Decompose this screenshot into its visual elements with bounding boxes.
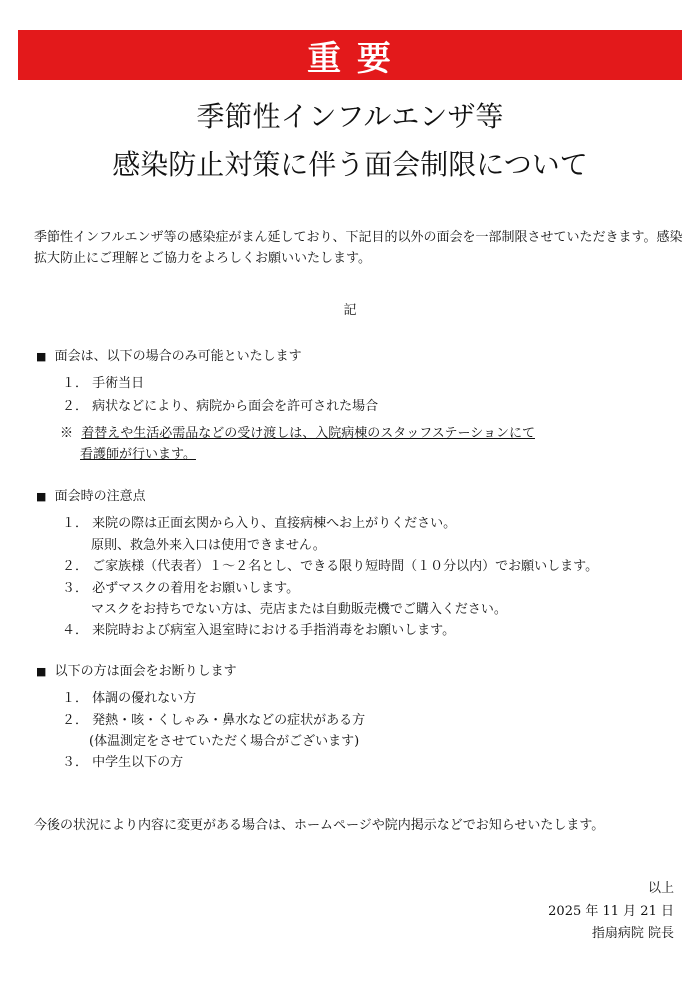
item-number: ４． — [62, 623, 89, 638]
square-bullet-icon: ■ — [36, 665, 47, 678]
item-number: ２． — [62, 713, 89, 728]
intro-paragraph: 季節性インフルエンザ等の感染症がまん延しており、下記目的以外の面会を一部制限させていただきます。感染拡大防止にご理解とご協力をよろしくお願いいたします。 — [34, 230, 683, 266]
item-number: ３． — [62, 755, 89, 770]
ki-heading: 記 — [343, 303, 357, 318]
note-line-1: 着替えや生活必需品などの受け渡しは、入院病棟のスタッフステーションにて — [81, 426, 535, 441]
item-text: 手術当日 — [92, 376, 145, 391]
item-text: 来院の際は正面玄関から入り、直接病棟へお上がりください。 — [92, 516, 457, 531]
date-text: 2025 年 11 月 21 日 — [548, 904, 674, 919]
item-text: 体調の優れない方 — [92, 691, 197, 706]
note-line-2: 看護師が行います。 — [80, 447, 196, 462]
section3-item — [62, 752, 183, 773]
note-mark: ※ — [60, 426, 74, 441]
item-text: 必ずマスクの着用をお願いします。 — [92, 581, 300, 596]
section3-heading-text: 以下の方は面会をお断りします — [54, 664, 237, 679]
item-number: １． — [62, 376, 89, 391]
closing-paragraph: 今後の状況により内容に変更がある場合は、ホームページや院内掲示などでお知らせいたします。 — [34, 818, 605, 833]
item-subtext: (体温測定をさせていただく場合がございます) — [89, 734, 360, 749]
signature-text: 指扇病院 院長 — [591, 926, 674, 941]
section2-heading — [36, 486, 146, 507]
item-number: ２． — [62, 399, 89, 414]
section1-item — [62, 373, 144, 394]
item-subtext: マスクをお持ちでない方は、売店または自動販売機でご購入ください。 — [91, 602, 507, 617]
section1-heading — [36, 346, 302, 367]
item-number: ２． — [62, 559, 89, 574]
section1-note — [60, 423, 535, 444]
section3-item — [62, 710, 365, 731]
item-text: ご家族様（代表者）１～２名とし、できる限り短時間（１０分以内）でお願いします。 — [92, 559, 599, 574]
item-number: ３． — [62, 581, 89, 596]
section2-heading-text: 面会時の注意点 — [54, 489, 146, 504]
title-line-1: 季節性インフルエンザ等 — [196, 100, 504, 133]
important-banner: 重 要 — [18, 30, 682, 80]
ijou-text: 以上 — [647, 881, 674, 896]
section2-item — [62, 578, 299, 599]
title-line-2: 感染防止対策に伴う面会制限について — [112, 148, 588, 181]
section3-item — [62, 688, 196, 709]
section2-item — [62, 513, 456, 534]
item-text: 病状などにより、病院から面会を許可された場合 — [92, 399, 379, 414]
square-bullet-icon: ■ — [36, 490, 47, 503]
item-text: 来院時および病室入退室時における手指消毒をお願いします。 — [92, 623, 456, 638]
section1-item — [62, 396, 378, 417]
item-subtext: 原則、救急外来入口は使用できません。 — [91, 538, 326, 553]
item-text: 発熱・咳・くしゃみ・鼻水などの症状がある方 — [92, 713, 366, 728]
section2-item — [62, 556, 598, 577]
item-number: １． — [62, 691, 89, 706]
item-text: 中学生以下の方 — [92, 755, 184, 770]
section3-heading — [36, 661, 237, 682]
item-number: １． — [62, 516, 89, 531]
square-bullet-icon: ■ — [36, 350, 47, 363]
section2-item — [62, 620, 455, 641]
section1-heading-text: 面会は、以下の場合のみ可能といたします — [54, 349, 302, 364]
